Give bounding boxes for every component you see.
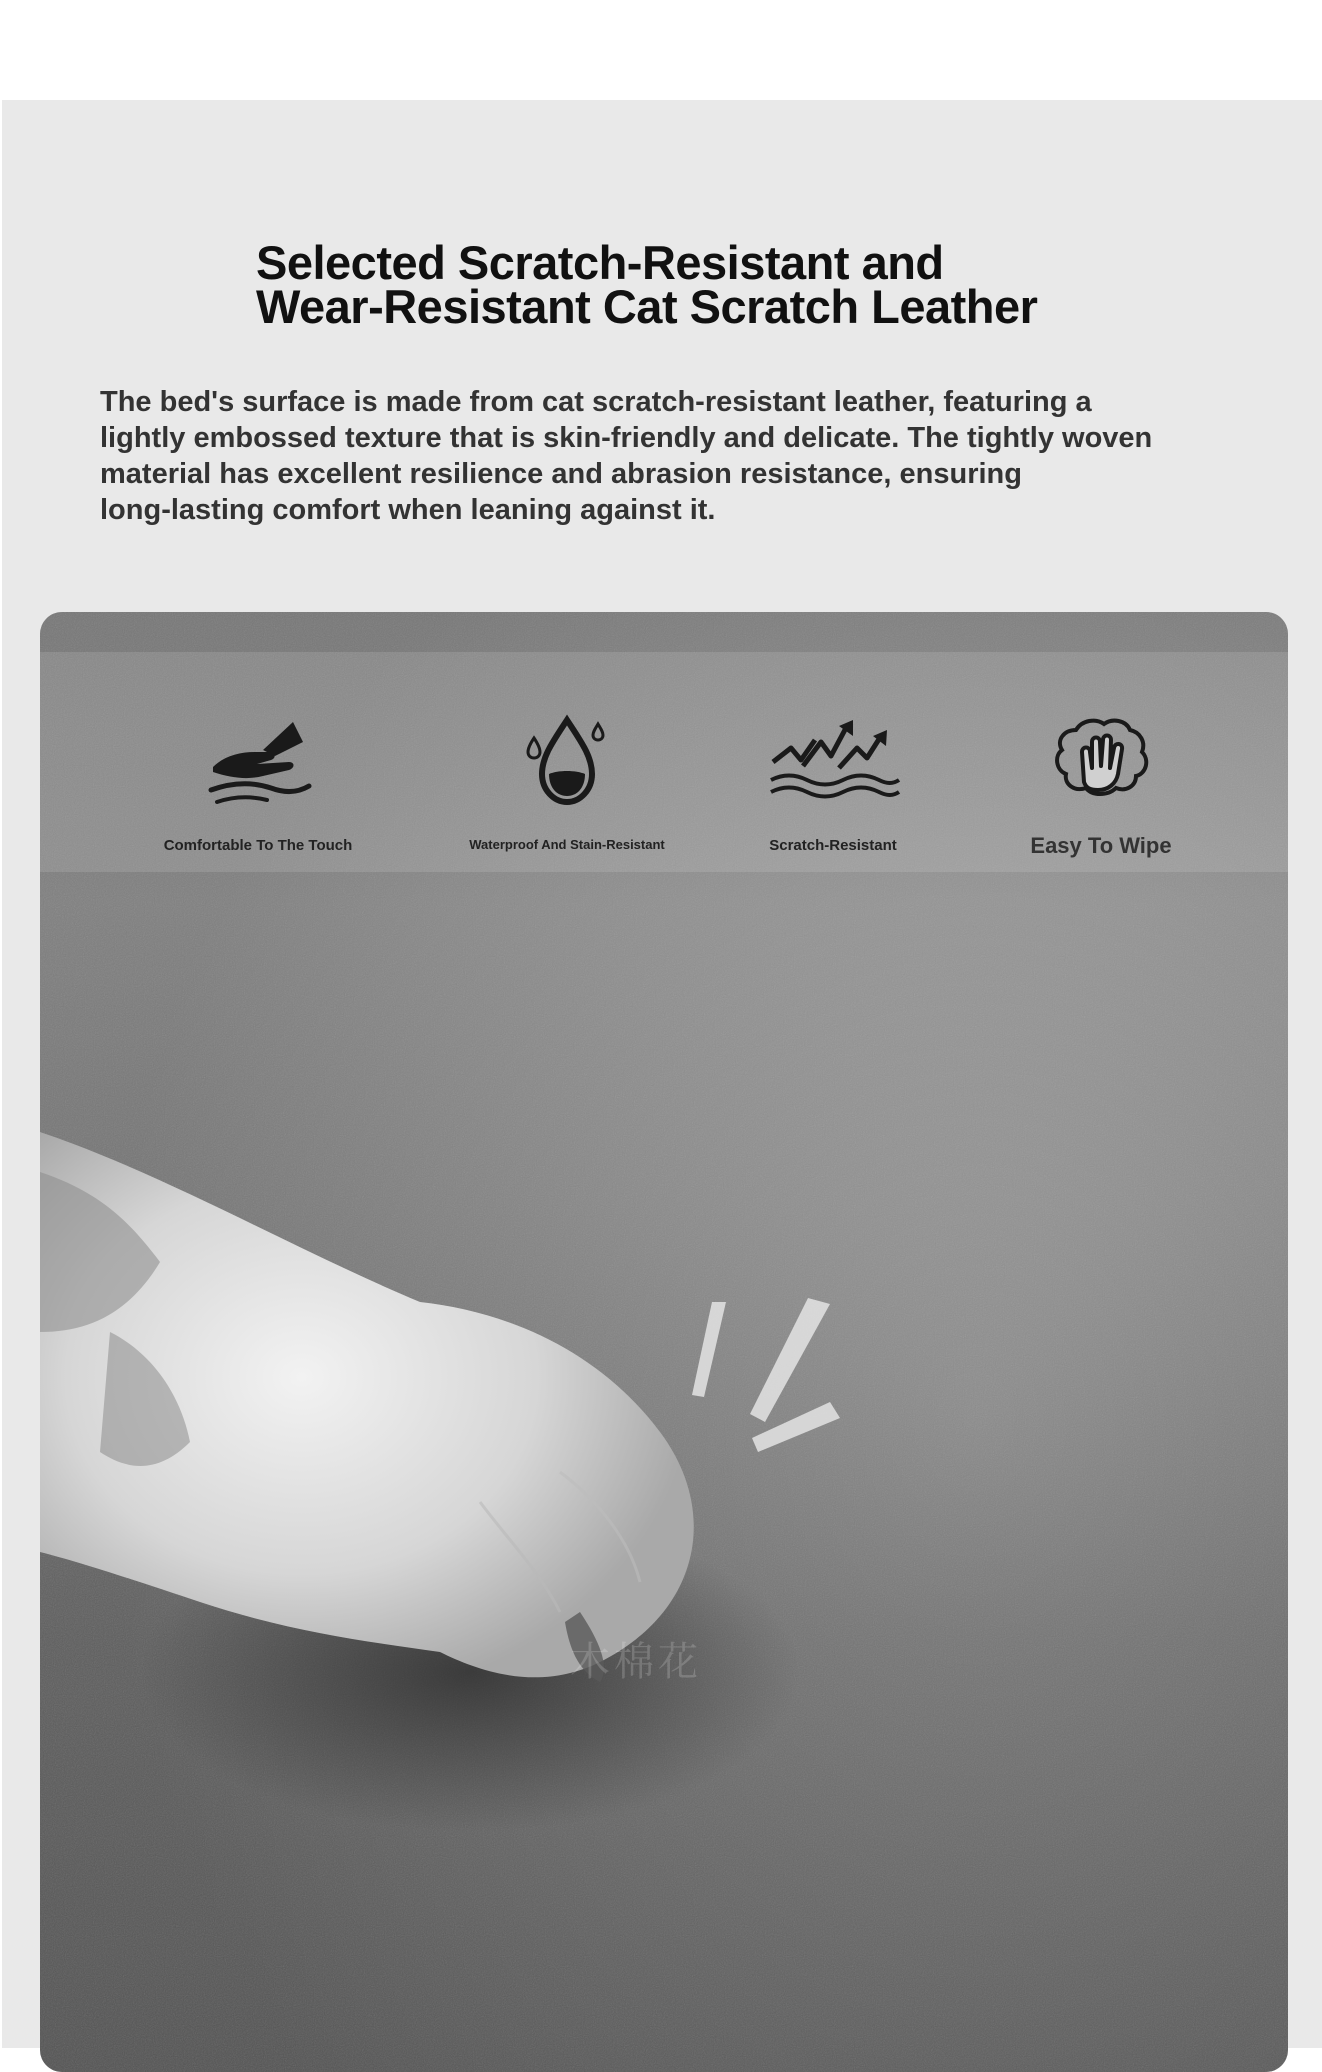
feature-label: Easy To Wipe <box>1030 833 1172 858</box>
wipe-hand-icon <box>1046 712 1156 807</box>
section-headline <box>256 236 1086 333</box>
feature-label: Comfortable To The Touch <box>163 837 353 854</box>
feature-waterproof <box>427 712 707 852</box>
feature-comfortable <box>118 712 398 854</box>
feature-scratch-resistant <box>693 712 973 854</box>
description-line: lightly embossed texture that is skin-friendly and delicate. The tightly woven <box>100 422 1153 454</box>
water-drop-icon <box>522 712 612 807</box>
description-line: material has excellent resilience and abrasion resistance, ensuring <box>100 458 1022 490</box>
scratch-arrows-icon <box>763 712 903 807</box>
section-description <box>100 384 1240 528</box>
headline-line-2: Wear-Resistant Cat Scratch Leather <box>256 280 1038 333</box>
description-line: The bed's surface is made from cat scratch-resistant leather, featuring a <box>100 386 1092 418</box>
headline-line-1: Selected Scratch-Resistant and <box>256 236 944 289</box>
watermark-text: 木棉花 <box>570 1639 702 1685</box>
feature-easy-to-wipe <box>961 712 1241 859</box>
feature-label: Waterproof And Stain-Resistant <box>469 837 665 852</box>
product-photo <box>40 612 1288 2072</box>
hand-wave-icon <box>203 712 313 807</box>
description-line: long-lasting comfort when leaning against it. <box>100 494 716 526</box>
feature-label: Scratch-Resistant <box>769 837 897 854</box>
